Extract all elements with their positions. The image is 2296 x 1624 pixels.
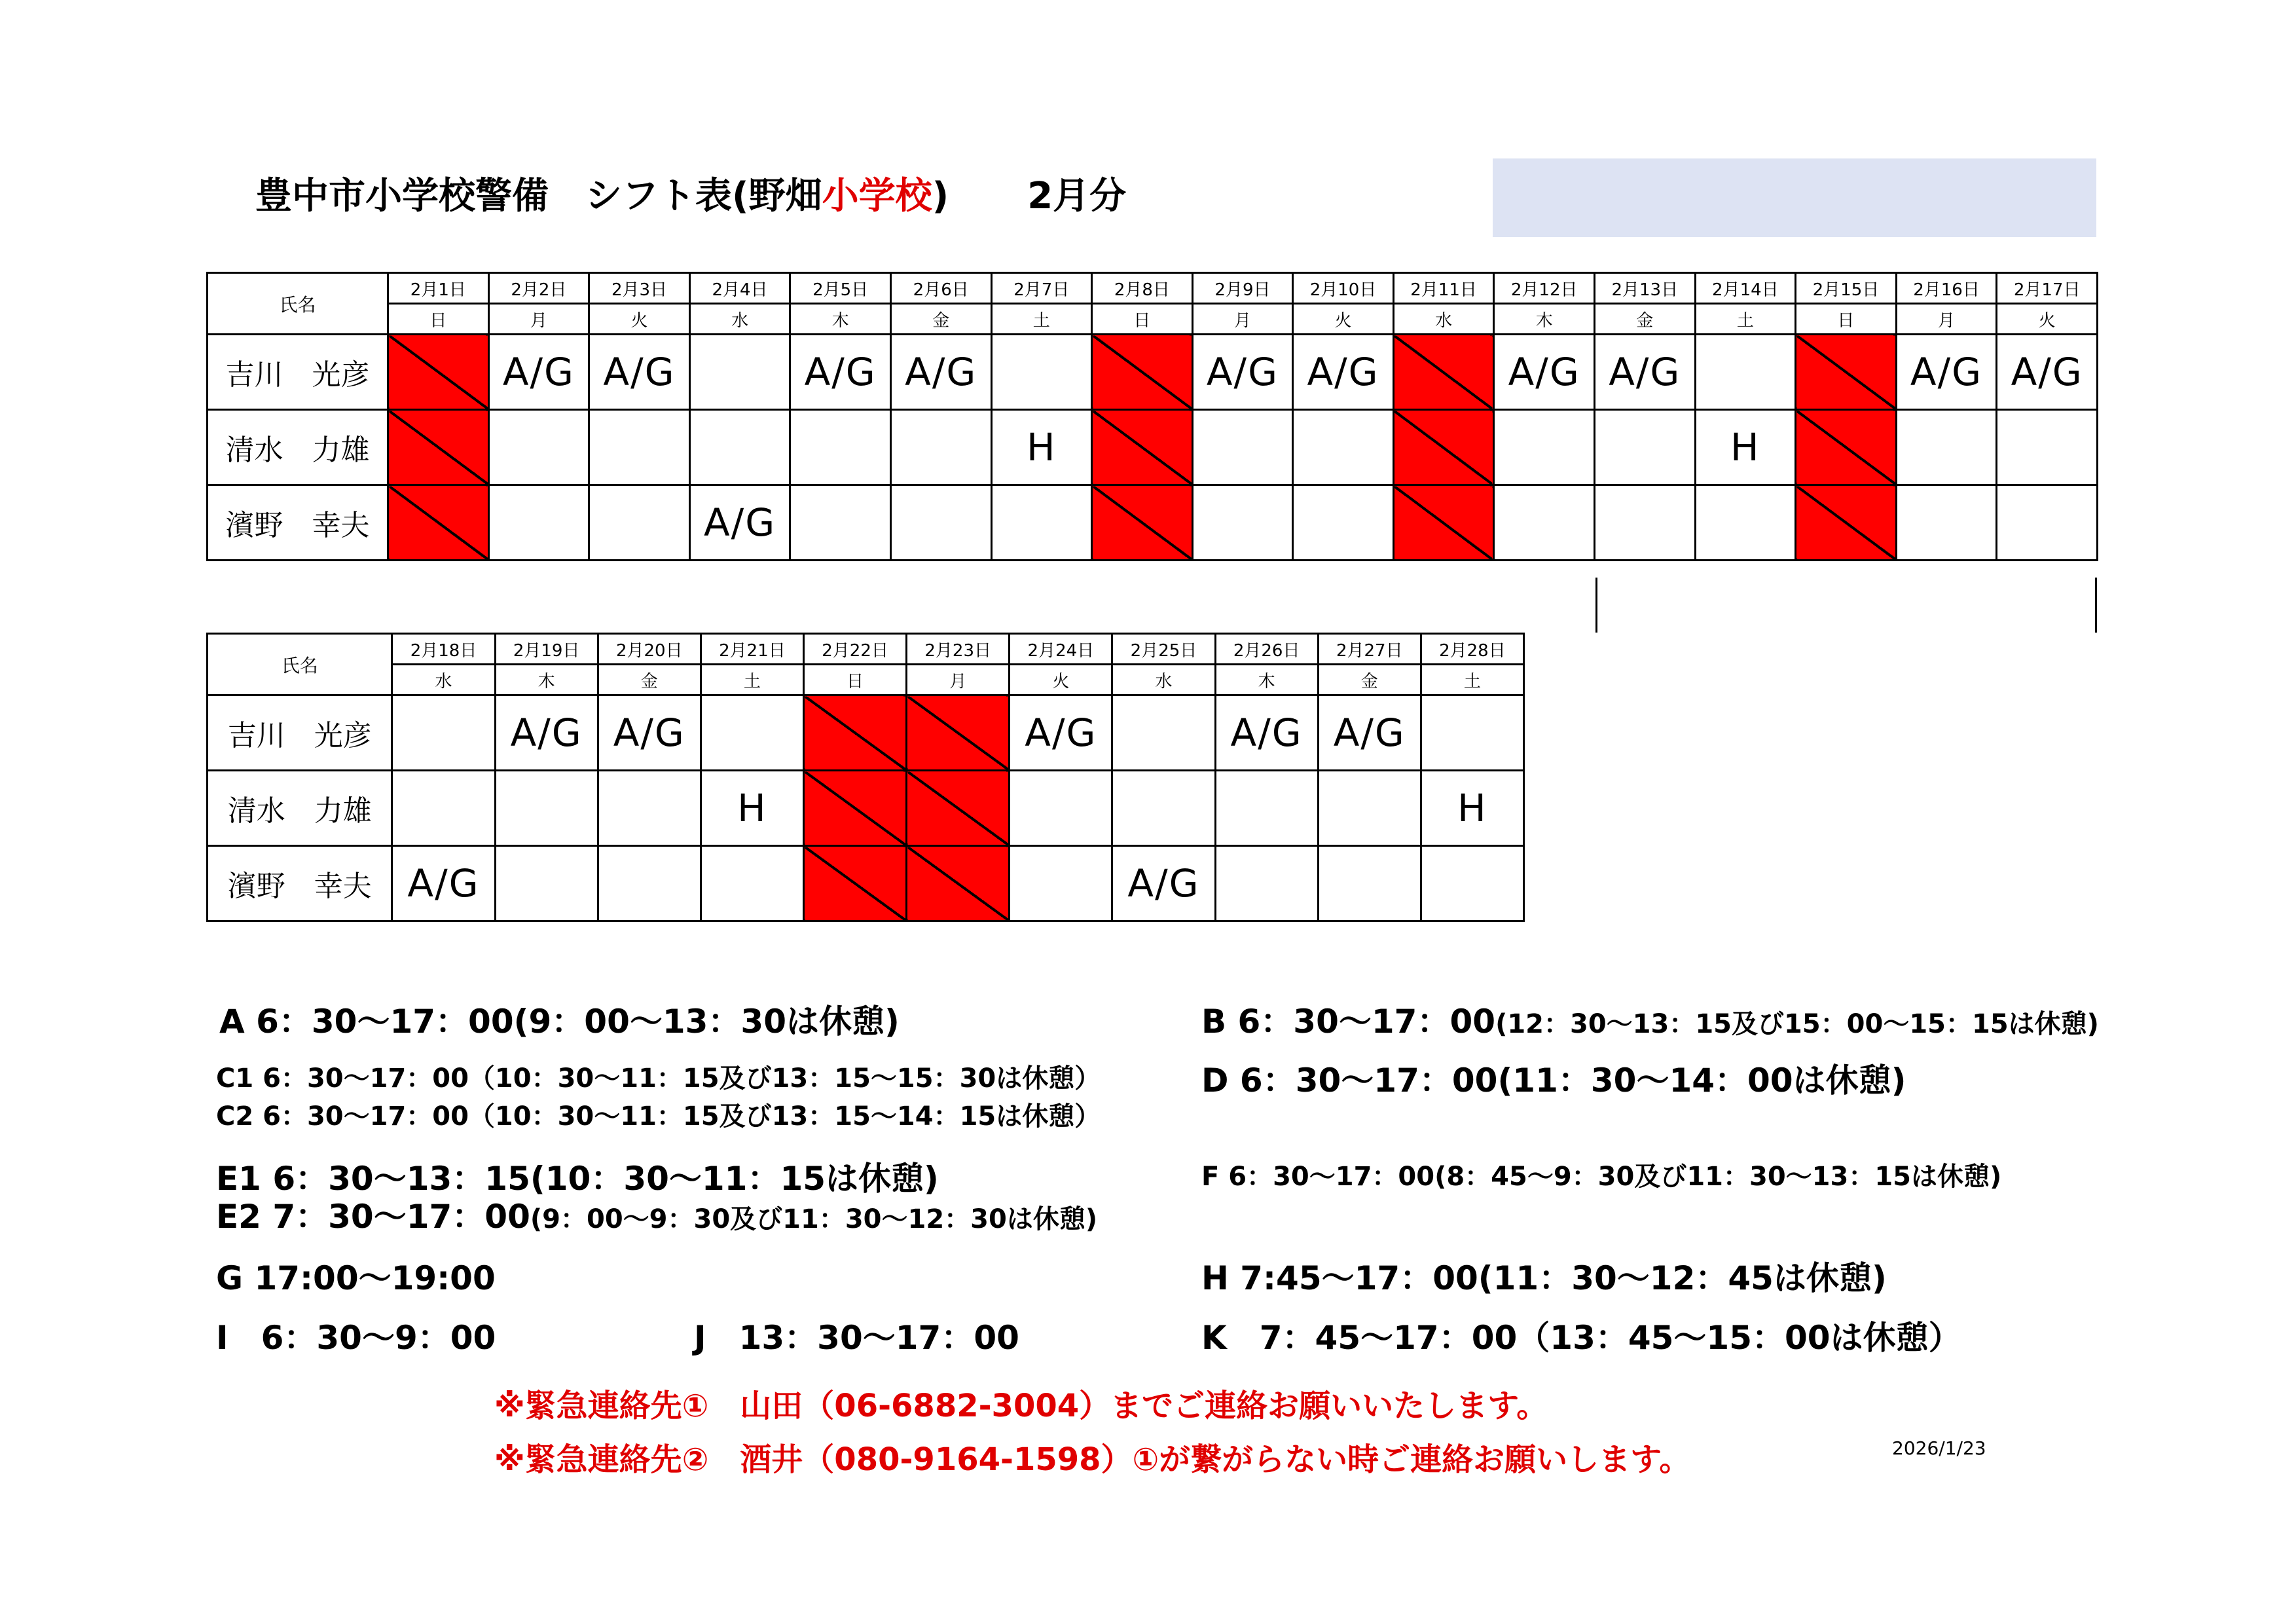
weekday-header: 月 — [1192, 304, 1293, 335]
staff-name: 濱野 幸夫 — [208, 485, 388, 561]
shift-cell: A/G — [392, 846, 495, 921]
shift-cell: H — [991, 410, 1092, 485]
holiday-cell — [1393, 335, 1494, 410]
weekday-header: 火 — [1010, 665, 1112, 695]
holiday-cell — [804, 846, 907, 921]
shift-cell — [392, 771, 495, 846]
shift-cell: H — [701, 771, 803, 846]
date-header: 2月18日 — [392, 634, 495, 665]
shift-cell — [495, 771, 598, 846]
shift-cell: A/G — [1997, 335, 2098, 410]
shift-cell: A/G — [1896, 335, 1997, 410]
shift-cell: A/G — [689, 485, 790, 561]
shift-cell — [1421, 846, 1523, 921]
weekday-header: 水 — [392, 665, 495, 695]
weekday-header: 火 — [1293, 304, 1394, 335]
date-header: 2月4日 — [689, 273, 790, 304]
legend-g: G 17:00～19:00 — [216, 1259, 496, 1297]
shift-cell — [790, 410, 891, 485]
title-school: 小学校 — [822, 175, 932, 217]
title-close: ) — [932, 175, 949, 217]
date-header: 2月20日 — [598, 634, 701, 665]
date-header: 2月2日 — [488, 273, 589, 304]
date-header: 2月25日 — [1112, 634, 1215, 665]
legend-b — [1201, 995, 2099, 1043]
shift-cell — [1318, 846, 1421, 921]
shift-cell — [392, 695, 495, 771]
weekday-header: 木 — [1494, 304, 1595, 335]
weekday-header: 土 — [1421, 665, 1523, 695]
date-header: 2月27日 — [1318, 634, 1421, 665]
title-month: 2月分 — [1027, 175, 1127, 217]
shift-cell — [1192, 485, 1293, 561]
date-header: 2月19日 — [495, 634, 598, 665]
shift-cell — [598, 846, 701, 921]
shift-cell: A/G — [1318, 695, 1421, 771]
legend-e2 — [216, 1190, 1097, 1238]
name-box — [1493, 158, 2096, 237]
shift-cell — [1010, 846, 1112, 921]
date-header: 2月5日 — [790, 273, 891, 304]
shift-cell — [1112, 771, 1215, 846]
holiday-cell — [804, 771, 907, 846]
holiday-cell — [1092, 335, 1193, 410]
shift-cell — [1594, 485, 1695, 561]
shift-cell — [1695, 485, 1796, 561]
shift-cell: A/G — [1112, 846, 1215, 921]
holiday-cell — [804, 695, 907, 771]
weekday-header: 土 — [991, 304, 1092, 335]
name-header: 氏名 — [208, 273, 388, 335]
staff-row — [208, 485, 2098, 561]
holiday-cell — [1393, 485, 1494, 561]
date-header: 2月14日 — [1695, 273, 1796, 304]
holiday-cell — [1796, 485, 1897, 561]
holiday-cell — [388, 335, 489, 410]
staff-name: 吉川 光彦 — [208, 695, 392, 771]
holiday-cell — [1393, 410, 1494, 485]
date-header: 2月13日 — [1594, 273, 1695, 304]
shift-cell — [689, 410, 790, 485]
legend-a: A 6：30～17：00(9：00～13：30は休憩) — [219, 1003, 900, 1041]
weekday-header: 日 — [804, 665, 907, 695]
shift-cell — [1318, 771, 1421, 846]
date-header: 2月15日 — [1796, 273, 1897, 304]
date-stamp: 2026/1/23 — [1892, 1437, 1986, 1459]
holiday-cell — [1092, 485, 1193, 561]
date-header: 2月23日 — [907, 634, 1010, 665]
shift-cell: H — [1695, 410, 1796, 485]
shift-cell — [598, 771, 701, 846]
shift-cell — [1896, 485, 1997, 561]
legend-k: K 7：45～17：00（13：45～15：00は休憩） — [1201, 1319, 1961, 1357]
date-header: 2月28日 — [1421, 634, 1523, 665]
date-header: 2月12日 — [1494, 273, 1595, 304]
staff-name: 吉川 光彦 — [208, 335, 388, 410]
shift-cell — [1215, 846, 1318, 921]
shift-cell: A/G — [1010, 695, 1112, 771]
shift-cell — [495, 846, 598, 921]
shift-cell — [589, 410, 690, 485]
legend-e2-note: (9：00～9：30及び11：30～12：30は休憩) — [530, 1204, 1098, 1234]
weekday-header: 土 — [1695, 304, 1796, 335]
weekday-header: 水 — [1393, 304, 1494, 335]
shift-cell — [589, 485, 690, 561]
shift-cell: A/G — [1594, 335, 1695, 410]
shift-cell — [1112, 695, 1215, 771]
weekday-header: 木 — [790, 304, 891, 335]
shift-cell: A/G — [790, 335, 891, 410]
divider-line-right — [2095, 578, 2097, 633]
date-header: 2月1日 — [388, 273, 489, 304]
shift-cell — [991, 485, 1092, 561]
shift-cell — [1997, 485, 2098, 561]
weekday-header: 土 — [701, 665, 803, 695]
date-header: 2月22日 — [804, 634, 907, 665]
holiday-cell — [907, 846, 1010, 921]
date-header: 2月3日 — [589, 273, 690, 304]
staff-row — [208, 846, 1524, 921]
shift-cell: A/G — [589, 335, 690, 410]
shift-cell: A/G — [495, 695, 598, 771]
legend-e1: E1 6：30～13：15(10：30～11：15は休憩) — [216, 1160, 939, 1198]
date-header: 2月16日 — [1896, 273, 1997, 304]
shift-cell — [1997, 410, 2098, 485]
emergency-contact-2: ※緊急連絡先② 酒井（080-9164-1598）①が繋がらない時ご連絡お願いします。 — [494, 1441, 1691, 1478]
holiday-cell — [1796, 410, 1897, 485]
date-header: 2月6日 — [890, 273, 991, 304]
date-header: 2月21日 — [701, 634, 803, 665]
shift-cell: A/G — [598, 695, 701, 771]
shift-cell — [890, 485, 991, 561]
weekday-header: 火 — [589, 304, 690, 335]
staff-name: 清水 力雄 — [208, 771, 392, 846]
legend-d: D 6：30～17：00(11：30～14：00は休憩) — [1201, 1061, 1906, 1099]
name-header: 氏名 — [208, 634, 392, 695]
holiday-cell — [907, 695, 1010, 771]
weekday-header: 金 — [890, 304, 991, 335]
shift-cell — [1192, 410, 1293, 485]
weekday-header: 水 — [1112, 665, 1215, 695]
shift-cell — [1421, 695, 1523, 771]
weekday-header: 木 — [1215, 665, 1318, 695]
shift-cell: A/G — [1192, 335, 1293, 410]
shift-cell — [1494, 485, 1595, 561]
holiday-cell — [1796, 335, 1897, 410]
weekday-header: 木 — [495, 665, 598, 695]
weekday-header: 月 — [488, 304, 589, 335]
shift-cell — [488, 410, 589, 485]
weekday-header: 日 — [1092, 304, 1193, 335]
shift-cell — [1293, 485, 1394, 561]
emergency-contact-1: ※緊急連絡先① 山田（06-6882-3004）までご連絡お願いいたします。 — [494, 1388, 1548, 1424]
legend-h: H 7:45～17：00(11：30～12：45は休憩) — [1201, 1259, 1887, 1297]
shift-cell — [701, 846, 803, 921]
legend-b-main: B 6：30～17：00 — [1201, 1003, 1496, 1041]
page-title — [255, 167, 1126, 219]
shift-cell: A/G — [1494, 335, 1595, 410]
legend-i: I 6：30～9：00 — [216, 1319, 496, 1357]
date-header: 2月10日 — [1293, 273, 1394, 304]
legend-c1: C1 6：30～17：00（10：30～11：15及び13：15～15：30は休憩） — [216, 1063, 1101, 1094]
date-header: 2月7日 — [991, 273, 1092, 304]
shift-cell — [790, 485, 891, 561]
date-header: 2月24日 — [1010, 634, 1112, 665]
shift-cell — [1215, 771, 1318, 846]
shift-cell — [890, 410, 991, 485]
weekday-header: 金 — [598, 665, 701, 695]
weekday-header: 日 — [388, 304, 489, 335]
shift-cell — [1293, 410, 1394, 485]
shift-cell — [701, 695, 803, 771]
title-main: 豊中市小学校警備 シフト表(野畑 — [255, 175, 822, 217]
holiday-cell — [388, 410, 489, 485]
weekday-header: 金 — [1594, 304, 1695, 335]
weekday-header: 火 — [1997, 304, 2098, 335]
shift-table-1 — [206, 272, 2098, 561]
shift-cell: H — [1421, 771, 1523, 846]
shift-cell — [1594, 410, 1695, 485]
staff-row — [208, 771, 1524, 846]
shift-cell — [991, 335, 1092, 410]
shift-cell — [689, 335, 790, 410]
date-header: 2月26日 — [1215, 634, 1318, 665]
legend-j: J 13：30～17：00 — [694, 1319, 1019, 1357]
staff-name: 濱野 幸夫 — [208, 846, 392, 921]
shift-cell — [1494, 410, 1595, 485]
shift-cell — [1896, 410, 1997, 485]
shift-cell: A/G — [1215, 695, 1318, 771]
staff-row — [208, 335, 2098, 410]
staff-row — [208, 695, 1524, 771]
shift-cell: A/G — [488, 335, 589, 410]
legend-f: F 6：30～17：00(8：45～9：30及び11：30～13：15は休憩) — [1201, 1162, 2002, 1192]
weekday-header: 月 — [907, 665, 1010, 695]
shift-cell: A/G — [890, 335, 991, 410]
holiday-cell — [1092, 410, 1193, 485]
date-header: 2月17日 — [1997, 273, 2098, 304]
weekday-header: 月 — [1896, 304, 1997, 335]
date-header: 2月8日 — [1092, 273, 1193, 304]
shift-cell — [1695, 335, 1796, 410]
holiday-cell — [388, 485, 489, 561]
weekday-header: 金 — [1318, 665, 1421, 695]
legend-b-note: (12：30～13：15及び15：00～15：15は休憩) — [1495, 1009, 2099, 1039]
holiday-cell — [907, 771, 1010, 846]
staff-row — [208, 410, 2098, 485]
staff-name: 清水 力雄 — [208, 410, 388, 485]
shift-cell: A/G — [1293, 335, 1394, 410]
date-header: 2月9日 — [1192, 273, 1293, 304]
legend-c2: C2 6：30～17：00（10：30～11：15及び13：15～14：15は休憩） — [216, 1101, 1101, 1132]
weekday-header: 日 — [1796, 304, 1897, 335]
weekday-header: 水 — [689, 304, 790, 335]
date-header: 2月11日 — [1393, 273, 1494, 304]
shift-cell — [1010, 771, 1112, 846]
divider-line-left — [1595, 578, 1597, 633]
legend-e2-main: E2 7：30～17：00 — [216, 1198, 530, 1236]
shift-table-2 — [206, 633, 1525, 922]
shift-cell — [488, 485, 589, 561]
